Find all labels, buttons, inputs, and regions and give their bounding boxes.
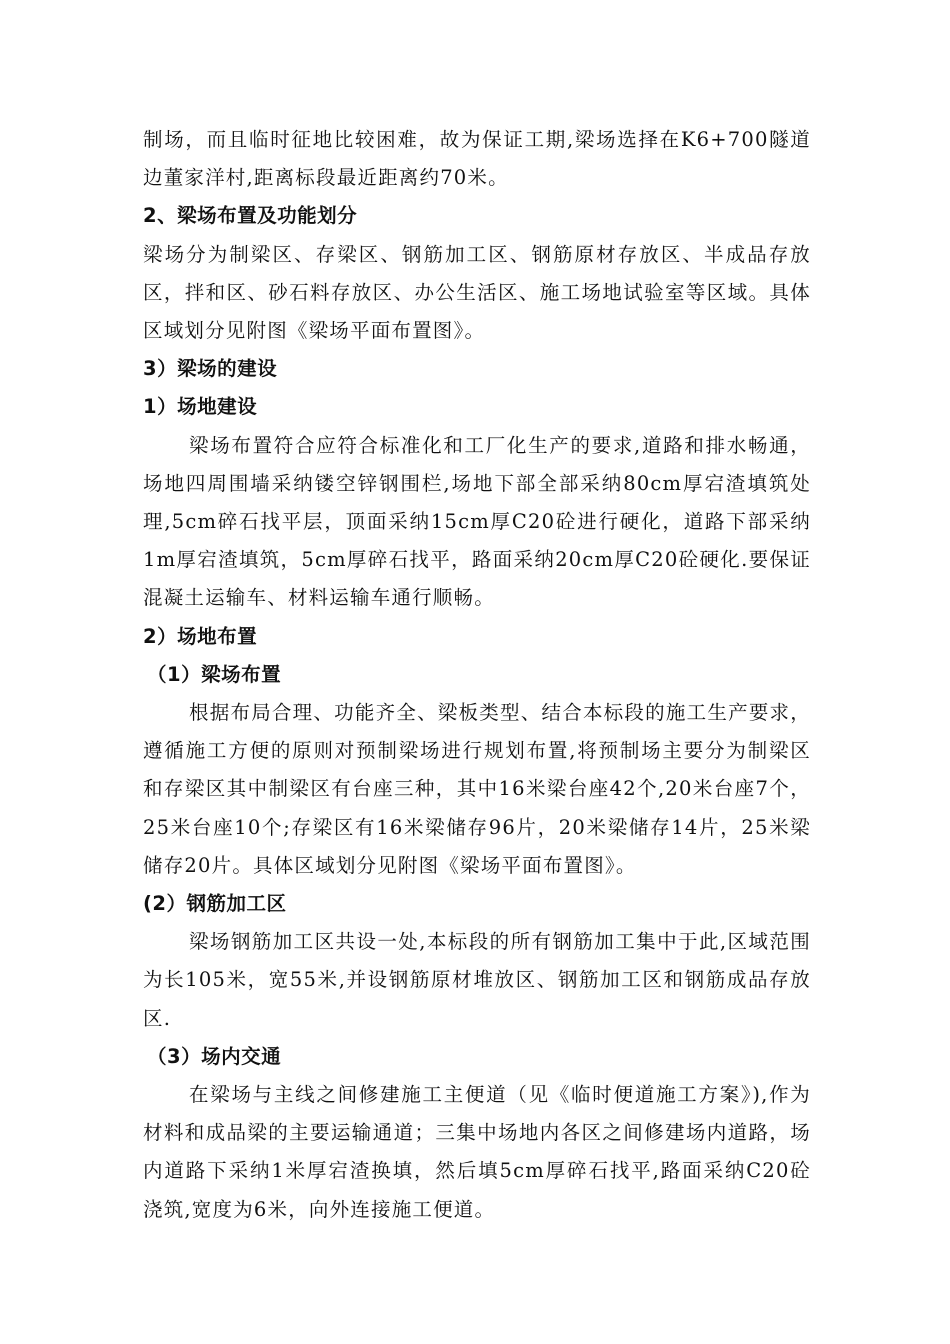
paragraph-internal-traffic: 在梁场与主线之间修建施工主便道（见《临时便道施工方案》),作为材料和成品梁的主要运输通道；三集中场地内各区之间修建场内道路，场内道路下采纳1米厚宕渣换填，然后填5cm厚碎石找平,路面采纳C20砼浇筑,宽度为6米，向外连接施工便道。 bbox=[143, 1083, 811, 1221]
paragraph-rebar-processing: 梁场钢筋加工区共设一处,本标段的所有钢筋加工集中于此,区域范围为长105米，宽55米,并设钢筋原材堆放区、钢筋加工区和钢筋成品存放区. bbox=[143, 930, 811, 1030]
heading-internal-traffic: （3）场内交通 bbox=[147, 1044, 282, 1068]
heading-site-construction: 1）场地建设 bbox=[143, 395, 258, 419]
paragraph-site-construction: 梁场布置符合应符合标准化和工厂化生产的要求,道路和排水畅通，场地四周围墙采纳镂空锌钢围栏,场地下部全部采纳80cm厚宕渣填筑处理,5cm碎石找平层，顶面采纳15cm厚C20砼进行硬化，道路下部采纳1m厚宕渣填筑，5cm厚碎石找平，路面采纳20cm厚C20砼硬化.要保证混凝土运输车、材料运输车通行顺畅。 bbox=[143, 433, 811, 610]
document-page bbox=[143, 121, 811, 1229]
heading-construction: 3）梁场的建设 bbox=[143, 357, 278, 381]
heading-beam-yard-layout: （1）梁场布置 bbox=[147, 662, 282, 686]
heading-site-layout: 2）场地布置 bbox=[143, 624, 258, 648]
paragraph-site-location: 制场，而且临时征地比较困难，故为保证工期,梁场选择在K6+700隧道边董家洋村,距离标段最近距离约70米。 bbox=[143, 128, 811, 190]
paragraph-beam-yard-layout: 根据布局合理、功能齐全、梁板类型、结合本标段的施工生产要求，遵循施工方便的原则对预制梁场进行规划布置,将预制场主要分为制梁区和存梁区其中制梁区有台座三种，其中16米梁台座42个,20米台座7个，25米台座10个;存梁区有16米梁储存96片，20米梁储存14片，25米梁储存20片。具体区域划分见附图《梁场平面布置图》。 bbox=[143, 701, 811, 877]
heading-rebar-processing: (2）钢筋加工区 bbox=[143, 892, 287, 916]
paragraph-zones: 梁场分为制梁区、存梁区、钢筋加工区、钢筋原材存放区、半成品存放区，拌和区、砂石料存放区、办公生活区、施工场地试验室等区域。具体区域划分见附图《梁场平面布置图》。 bbox=[143, 242, 811, 343]
heading-layout-and-zoning: 2、梁场布置及功能划分 bbox=[143, 204, 358, 228]
